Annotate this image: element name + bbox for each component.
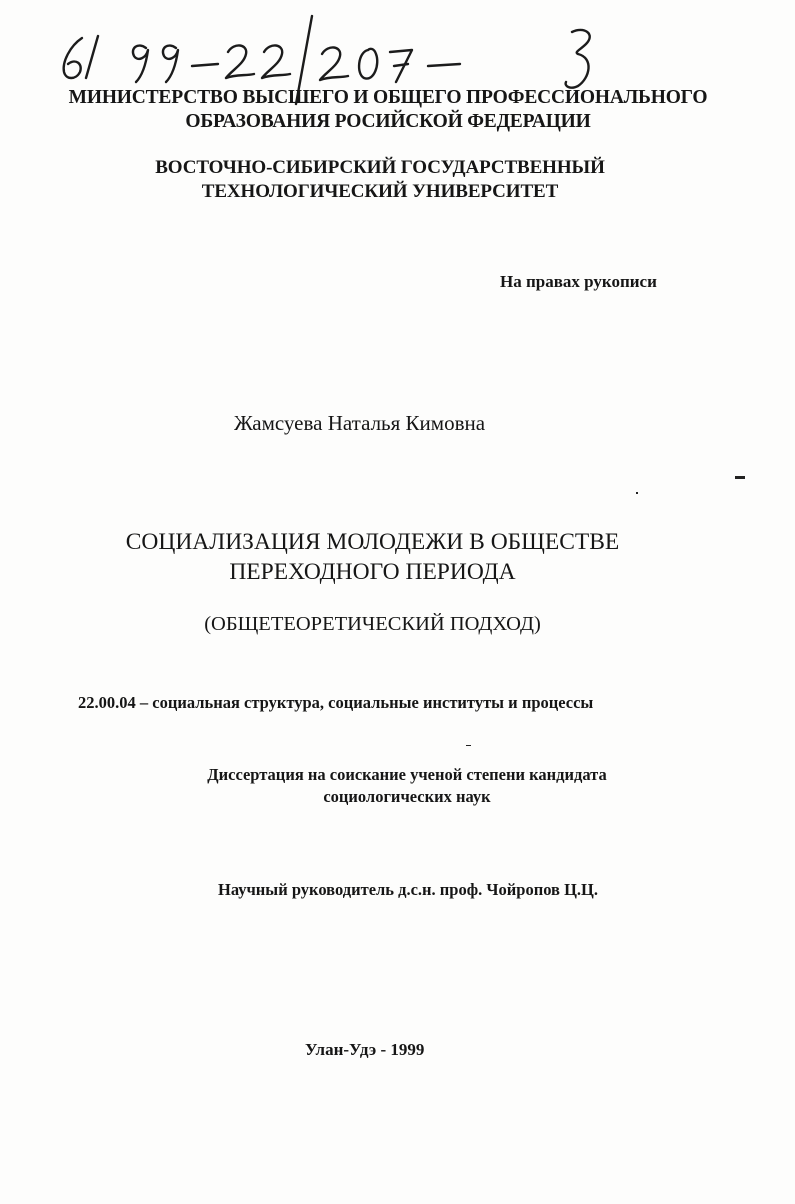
degree-statement (0, 764, 795, 808)
dissertation-title (0, 527, 745, 587)
author-name: Жамсуева Наталья Кимовна (234, 411, 486, 435)
specialty-code: 22.00.04 – социальная структура, социальные институты и процессы (78, 693, 594, 712)
degree-line-2: социологических наук (323, 787, 491, 806)
title-line-2: ПЕРЕХОДНОГО ПЕРИОДА (229, 559, 516, 585)
university-line-2: ТЕХНОЛОГИЧЕСКИЙ УНИВЕРСИТЕТ (201, 181, 559, 202)
scan-speck (636, 492, 638, 494)
university-line-1: ВОСТОЧНО-СИБИРСКИЙ ГОСУДАРСТВЕННЫЙ (155, 157, 605, 178)
ministry-line-1: МИНИСТЕРСТВО ВЫСШЕГО И ОБЩЕГО ПРОФЕССИОНАЛЬНОГО (68, 87, 708, 108)
dissertation-subtitle: (ОБЩЕТЕОРЕТИЧЕСКИЙ ПОДХОД) (204, 613, 541, 635)
degree-line-1: Диссертация на соискание ученой степени кандидата (207, 765, 607, 784)
city-year: Улан-Удэ - 1999 (305, 1040, 425, 1059)
scan-speck (735, 476, 745, 479)
scientific-supervisor: Научный руководитель д.с.н. проф. Чойропов Ц.Ц. (218, 880, 598, 899)
scan-speck (466, 745, 471, 746)
title-line-1: СОЦИАЛИЗАЦИЯ МОЛОДЕЖИ В ОБЩЕСТВЕ (125, 529, 620, 555)
ministry-heading (28, 86, 748, 134)
university-heading (20, 156, 740, 204)
rights-notice: На правах рукописи (500, 272, 657, 291)
ministry-line-2: ОБРАЗОВАНИЯ РОСИЙСКОЙ ФЕДЕРАЦИИ (185, 111, 591, 132)
